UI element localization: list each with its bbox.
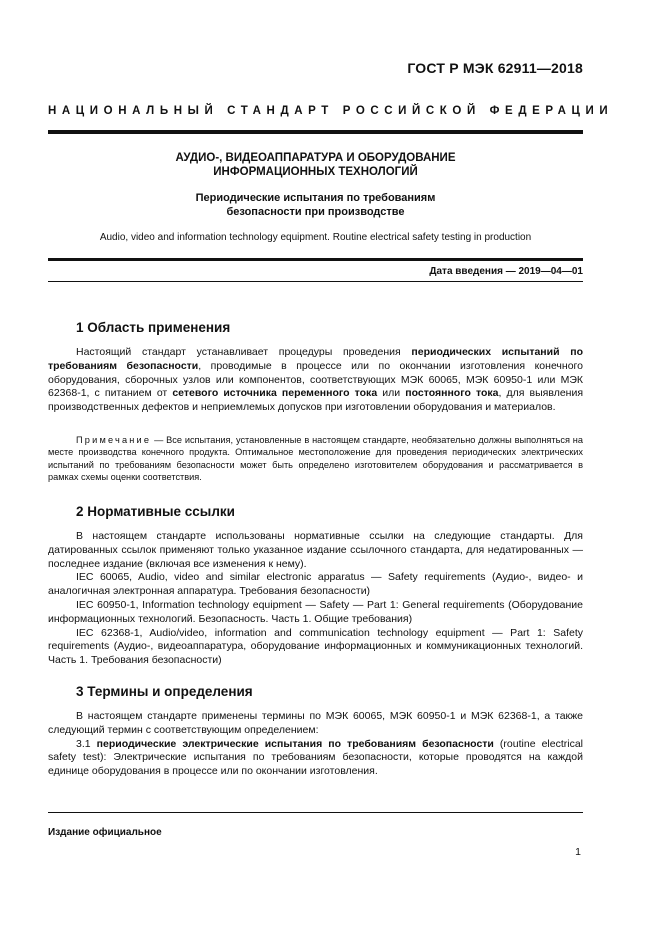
title-line-1: АУДИО-, ВИДЕОАППАРАТУРА И ОБОРУДОВАНИЕ (175, 152, 456, 164)
bold-term: постоянного тока (405, 387, 499, 400)
text-run: , проводимые в процессе или по окончании изготовления конечного оборудования, сборочных узлов или компонентов, соответствующих МЭК 60065, МЭК 60950-1 или МЭК 62368-1, с питанием от (48, 359, 583, 400)
section-2-heading: 2 Нормативные ссылки (76, 504, 235, 519)
subtitle-line-1: Периодические испытания по требованиям (195, 192, 436, 204)
english-title: Audio, video and information technology equipment. Routine electrical safety testing in production (99, 232, 532, 243)
date-divider (48, 281, 583, 282)
text-run: , для выявления производственных дефектов и неприемлемых допусков при изготовлении оборудования и материалов. (48, 387, 584, 414)
section-2-body (48, 530, 583, 668)
section-3-heading: 3 Термины и определения (76, 684, 253, 699)
reference-iec-60950-1: IEC 60950-1, Information technology equipment — Safety — Part 1: General requirements (Оборудование информационных технологий. Безопасность. Часть 1. Общие требования) (48, 598, 583, 625)
section-1-body (48, 346, 583, 415)
standard-number: ГОСТ Р МЭК 62911—2018 (407, 60, 583, 76)
page-number: 1 (575, 846, 581, 858)
note-label: Примечание (76, 435, 152, 445)
references-intro: В настоящем стандарте использованы нормативные ссылки на следующие стандарты. Для датированных ссылок применяют только указанное издание ссылочного стандарта, для недатированных — последнее издание (включая все изменения к нему). (48, 530, 583, 570)
official-edition: Издание официальное (48, 827, 162, 838)
section-3-body (48, 710, 583, 779)
national-standard-banner: НАЦИОНАЛЬНЫЙ СТАНДАРТ РОССИЙСКОЙ ФЕДЕРАЦИИ (48, 105, 614, 117)
footer-divider (48, 812, 583, 813)
document-subtitle (48, 191, 583, 219)
bold-term: сетевого источника переменного тока (172, 387, 378, 400)
scope-paragraph (48, 346, 583, 415)
term-name: периодические электрические испытания по требованиям безопасности (96, 737, 494, 750)
subtitle-line-2: безопасности при производстве (226, 206, 405, 218)
term-number: 3.1 (76, 737, 97, 750)
text-run: или (377, 387, 406, 400)
text-run: Настоящий стандарт устанавливает процедуры проведения (76, 346, 412, 358)
note-text: — Все испытания, установленные в настоящем стандарте, необязательно должны выполняться на месте производства конечного продукта. Оптимальное местоположение для проведения периодических электрических испытаний по требованиям безопасности может быть определено изготовителем оборудования и рассматривается в рамках схемы оценки соответствия. (48, 435, 583, 483)
bold-term: периодических испытаний по требованиям безопасности (48, 346, 584, 372)
introduction-date: Дата введения — 2019—04—01 (429, 266, 583, 277)
section-1-heading: 1 Область применения (76, 320, 231, 335)
scope-note (48, 434, 583, 484)
reference-iec-60065: IEC 60065, Audio, video and similar electronic apparatus — Safety requirements (Аудио-, видео- и аналогичная электронная аппаратура. Требования безопасности) (48, 571, 583, 598)
term-definition: (routine electrical safety test): Электрические испытания по требованиям безопасности, которые проводятся на каждой единице оборудования в процессе или по окончании изготовления. (48, 737, 584, 778)
title-bottom-divider (48, 258, 583, 261)
top-divider (48, 130, 583, 134)
reference-iec-62368-1: IEC 62368-1, Audio/video, information and communication technology equipment — Part 1: Safety requirements (Аудио-, видеоаппаратура, оборудование информационных и коммуникационных технологий. Часть 1. Требования безопасности) (48, 626, 583, 667)
title-line-2: ИНФОРМАЦИОННЫХ ТЕХНОЛОГИЙ (213, 166, 418, 178)
terms-intro: В настоящем стандарте применены термины по МЭК 60065, МЭК 60950-1 и МЭК 62368-1, а также следующий термин с соответствующим определением: (48, 710, 583, 736)
term-3-1 (48, 738, 583, 779)
document-title (48, 151, 583, 179)
